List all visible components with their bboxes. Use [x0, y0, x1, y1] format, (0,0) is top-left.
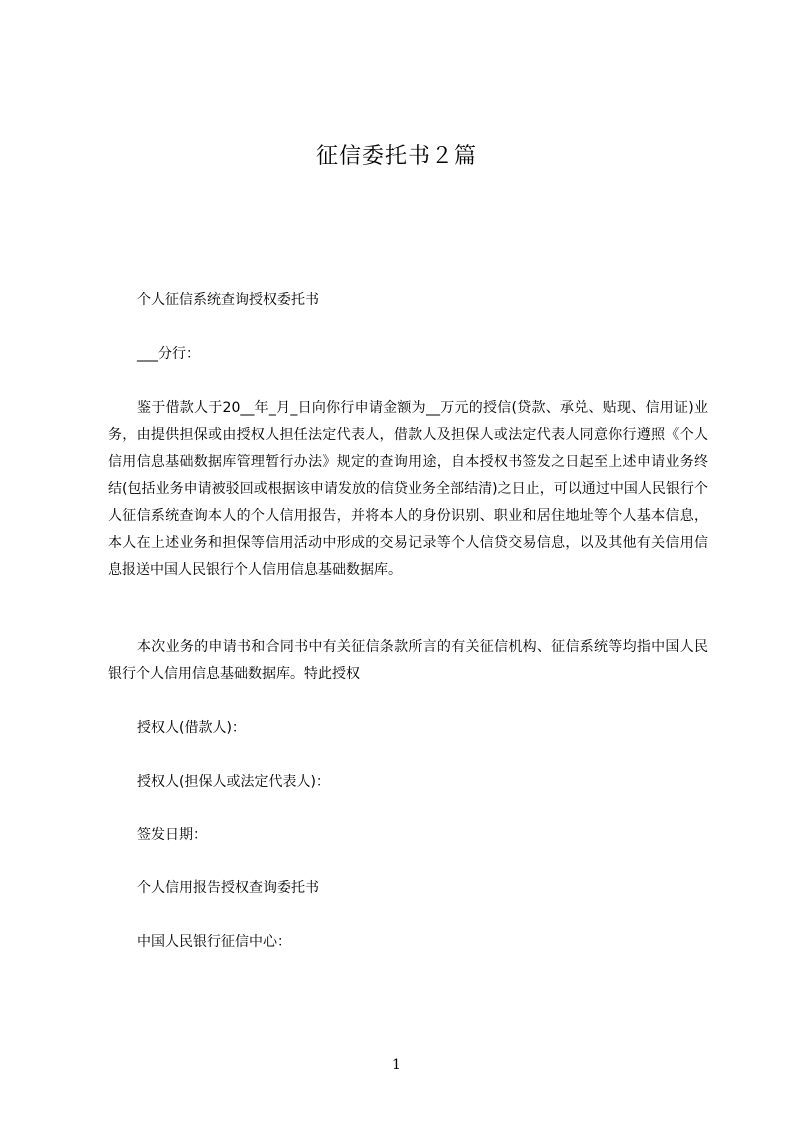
sign-date-field: 签发日期：: [137, 827, 207, 843]
authorization-paragraph: 鉴于借款人于20__年_月_日向你行申请金额为__万元的授信(贷款、承兑、贴现、信用证)业务，由提供担保或由授权人担任法定代表人，借款人及担保人或法定代表人同意你行遵照《个人信用信息基础数据库管理暂行办法》规定的查询用途，自本授权书签发之日起至上述申请业务终结(包括业务申请被驳回或根据该申请发放的信贷业务全部结清)之日止，可以通过中国人民银行个人征信系统查询本人的个人信用报告，并将本人的身份识别、职业和居住地址等个人基本信息，本人在上述业务和担保等信用活动中形成的交易记录等个人信贷交易信息，以及其他有关信用信息报送中国人民银行个人信用信息基础数据库。: [108, 400, 708, 578]
section-heading-credit-report-authorization: 个人信用报告授权查询委托书: [137, 880, 319, 896]
document-title: 征信委托书２篇: [315, 144, 477, 169]
authorizer-borrower-field: 授权人(借款人)：: [137, 720, 246, 736]
definition-paragraph: 本次业务的申请书和合同书中有关征信条款所言的有关征信机构、征信系统等均指中国人民银行个人信用信息基础数据库。特此授权: [108, 639, 708, 682]
page-number: 1: [392, 1057, 401, 1073]
section-heading-credit-query-authorization: 个人征信系统查询授权委托书: [137, 292, 319, 308]
branch-addressee: ___分行：: [137, 346, 200, 362]
recipient-addressee: 中国人民银行征信中心：: [137, 934, 291, 950]
authorizer-guarantor-field: 授权人(担保人或法定代表人)：: [137, 774, 330, 790]
